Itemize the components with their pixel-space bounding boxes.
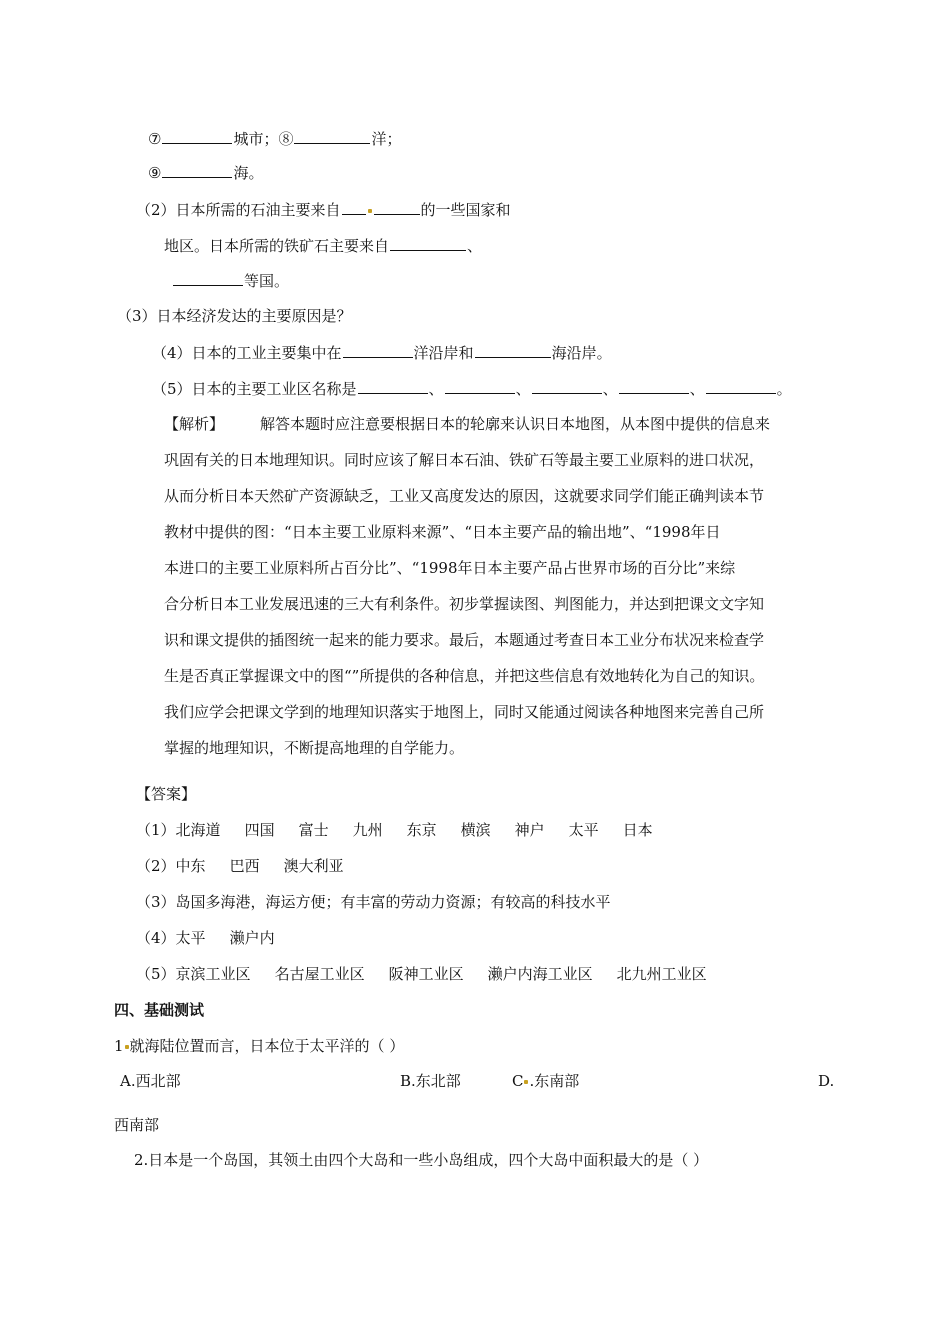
section-title: 四、基础测试 [114, 1001, 205, 1019]
blank-8 [294, 128, 370, 144]
analysis-line-6 [164, 594, 764, 614]
marker-9: ⑨ [148, 164, 162, 182]
answer-num: （1） [136, 821, 176, 839]
answer-item: 阪神工业区 [388, 965, 464, 983]
q4-prefix: （4）日本的工业主要集中在 [152, 344, 342, 362]
analysis-text: 掌握的地理知识，不断提高地理的自学能力。 [164, 739, 465, 757]
question-text: 2.日本是一个岛国，其领土由四个大岛和一些小岛组成，四个大岛中面积最大的是（ ） [134, 1151, 709, 1169]
answer-item: 神户 [514, 821, 545, 839]
blank-iron-1 [390, 235, 466, 251]
q1-line-9 [148, 162, 263, 183]
blank-9 [162, 162, 232, 178]
q5-sep: 、 [602, 380, 618, 398]
answer-3 [136, 892, 611, 912]
answer-5 [136, 964, 707, 984]
section-heading [114, 1000, 204, 1020]
analysis-line-1 [164, 414, 770, 434]
answer-item: 京滨工业区 [175, 965, 251, 983]
answer-item: 四国 [244, 821, 275, 839]
label-sea: 海。 [233, 164, 264, 182]
answer-text: （3）岛国多海港，海运方便；有丰富的劳动力资源；有较高的科技水平 [136, 893, 611, 911]
option-d: D. [818, 1072, 835, 1090]
answer-item: 北海道 [175, 821, 221, 839]
marker-8: ⑧ [278, 130, 294, 148]
q5-sep: 、 [689, 380, 705, 398]
analysis-text: 从而分析日本天然矿产资源缺乏，工业又高度发达的原因，这就要求同学们能正确判读本节 [164, 487, 765, 505]
blank-iron-2 [173, 270, 243, 286]
option-b: B.东北部 [400, 1072, 461, 1090]
test-q2 [134, 1150, 708, 1170]
analysis-text: 教材中提供的图：“日本主要工业原料来源”、“日本主要产品的输出地”、“1998年日 [164, 523, 721, 541]
blank-oil-b [374, 199, 420, 215]
analysis-text: 合分析日本工业发展迅速的三大有利条件。初步掌握读图、判图能力，并达到把课文文字知 [164, 595, 765, 613]
q4-line [152, 342, 612, 363]
q2-prefix: （2）日本所需的石油主要来自 [136, 201, 341, 219]
analysis-line-7 [164, 630, 764, 650]
answer-4 [136, 928, 275, 948]
q2-line-2 [164, 235, 482, 256]
blank-q5-3 [532, 378, 602, 394]
blank-q5-1 [358, 378, 428, 394]
analysis-line-3 [164, 486, 764, 506]
analysis-line-9 [164, 702, 764, 722]
marker-7: ⑦ [148, 130, 162, 148]
answer-label-line [136, 784, 196, 804]
question-text: 就海陆位置而言，日本位于太平洋的（ ） [129, 1037, 405, 1055]
answer-num: （4） [136, 929, 176, 947]
analysis-text: 解答本题时应注意要根据日本的轮廓来认识日本地图，从本图中提供的信息来 [260, 415, 771, 433]
label-ocean: 洋； [371, 130, 402, 148]
blank-q5-2 [445, 378, 515, 394]
blank-7 [162, 128, 232, 144]
q2-iron-ore: 地区。日本所需的铁矿石主要来自 [164, 237, 390, 255]
answer-item: 富士 [298, 821, 329, 839]
q2-end: 等国。 [244, 272, 290, 290]
answer-item: 濑户内海工业区 [487, 965, 593, 983]
answer-item: 中东 [175, 857, 206, 875]
analysis-line-2 [164, 450, 764, 470]
answer-item: 巴西 [229, 857, 260, 875]
answer-item: 太平 [568, 821, 599, 839]
q2-line-1 [136, 199, 511, 220]
analysis-text: 我们应学会把课文学到的地理知识落实于地图上，同时又能通过阅读各种地图来完善自己所 [164, 703, 765, 721]
q2-suffix: 的一些国家和 [420, 201, 511, 219]
q3-line [117, 306, 352, 326]
q2-comma: 、 [467, 237, 483, 255]
option-d-text: 西南部 [114, 1116, 160, 1134]
analysis-text: 巩固有关的日本地理知识。同时应该了解日本石油、铁矿石等最主要工业原料的进口状况， [164, 451, 765, 469]
option-c: .东南部 [529, 1072, 580, 1090]
answer-item: 九州 [352, 821, 383, 839]
answer-item: 名古屋工业区 [274, 965, 365, 983]
q5-sep: 、 [428, 380, 444, 398]
label-city: 城市； [233, 130, 279, 148]
blank-oil-a [342, 199, 366, 215]
q5-end: 。 [776, 380, 792, 398]
answer-num: （2） [136, 857, 176, 875]
answer-1 [136, 820, 653, 840]
blank-q4-1 [343, 342, 413, 358]
q4-mid: 洋沿岸和 [413, 344, 474, 362]
blank-q5-4 [619, 378, 689, 394]
marker-dot [524, 1080, 528, 1084]
analysis-text: 生是否真正掌握课文中的图“”所提供的各种信息，并把这些信息有效地转化为自己的知识。 [164, 667, 765, 685]
answer-item: 东京 [406, 821, 437, 839]
answer-item: 横滨 [460, 821, 491, 839]
marker-dot [368, 209, 372, 213]
marker-dot [125, 1045, 129, 1049]
blank-q4-2 [475, 342, 551, 358]
analysis-line-5 [164, 558, 735, 578]
answer-item: 澳大利亚 [283, 857, 344, 875]
answer-2 [136, 856, 344, 876]
q2-line-3 [172, 270, 289, 291]
test-q1 [114, 1036, 404, 1056]
test-q1-option-a [120, 1071, 181, 1091]
q5-line [152, 378, 792, 399]
q5-sep: 、 [515, 380, 531, 398]
q4-suffix: 海沿岸。 [551, 344, 612, 362]
analysis-line-4 [164, 522, 721, 542]
blank-q5-5 [706, 378, 776, 394]
analysis-line-10 [164, 738, 464, 758]
test-q1-option-d [818, 1071, 834, 1091]
test-q1-option-c [512, 1071, 579, 1091]
analysis-line-8 [164, 666, 764, 686]
option-a: A.西北部 [120, 1072, 181, 1090]
answer-num: （5） [136, 965, 176, 983]
analysis-label: 【解析】 [164, 415, 225, 433]
q3-text: （3）日本经济发达的主要原因是？ [117, 307, 352, 325]
analysis-text: 识和课文提供的插图统一起来的能力要求。最后，本题通过考查日本工业分布状况来检查学 [164, 631, 765, 649]
answer-item: 太平 [175, 929, 206, 947]
q5-prefix: （5）日本的主要工业区名称是 [152, 380, 357, 398]
answer-item: 北九州工业区 [616, 965, 707, 983]
question-number: 1 [114, 1037, 124, 1055]
q1-line-7-8 [148, 128, 402, 149]
answer-item: 日本 [622, 821, 653, 839]
answer-label: 【答案】 [136, 785, 197, 803]
test-q1-option-d-cont [114, 1115, 159, 1135]
test-q1-option-b [400, 1071, 461, 1091]
analysis-text: 本进口的主要工业原料所占百分比”、“1998年日本主要产品占世界市场的百分比”来综 [164, 559, 736, 577]
answer-item: 濑户内 [229, 929, 275, 947]
option-c-letter: C [512, 1072, 524, 1090]
